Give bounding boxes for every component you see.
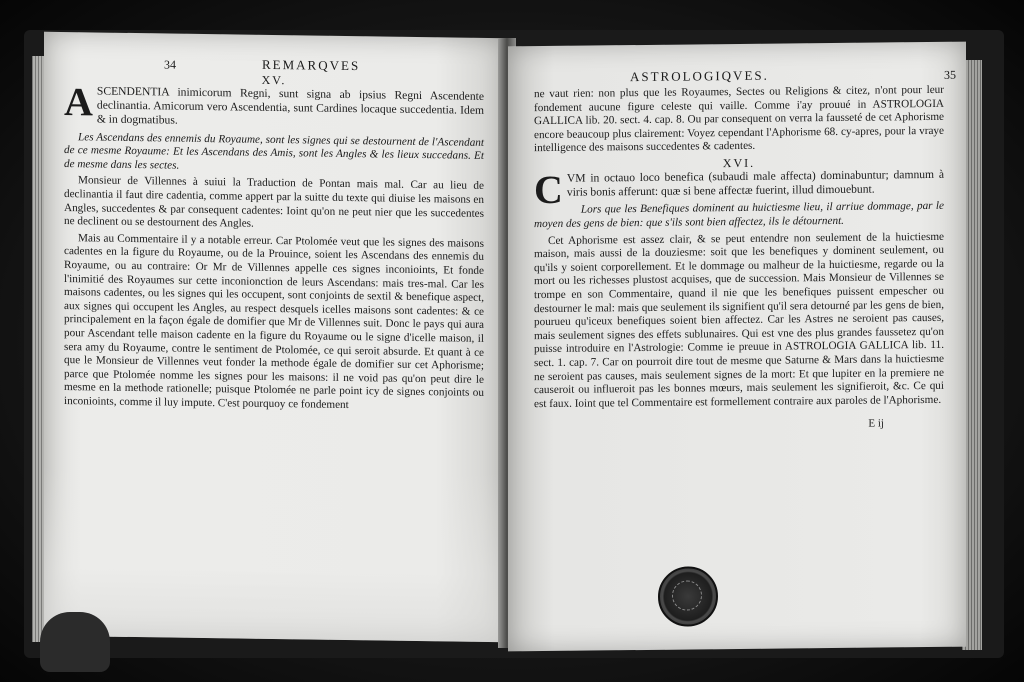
- right-header: [534, 62, 956, 88]
- drop-cap-a: A: [64, 79, 93, 125]
- reader-thumb: [40, 612, 110, 672]
- right-page-number: 35: [944, 67, 956, 82]
- left-running-head: REMARQVES: [262, 56, 361, 74]
- continuation-paragraph: ne vaut rien: non plus que les Royaumes, Sectes ou Religions & citez, n'ont pour leur fondement aucune figure celeste qui vaille. Comme i'ay prouué in ASTROLOGIA GALLICA lib. 20. sect. 4. cap. 8. Ou par consequent on verra la fausseté de cet Aphorisme encore beaucoup plus clairement: Voyez cependant l'Aphorisme 68. cy-apres, pour la vraye intelligence des maisons succedentes & cadentes.: [534, 83, 944, 155]
- commentary-paragraph: Monsieur de Villennes à suiui la Traduction de Pontan mais mal. Car au lieu de declinantia il faut dire cadentia, comme appert par la suitte du texte qui diuise les maisons en Angles, succedentes & par consequent cadentes: Ioint qu'on ne peut nier que les succedentes ne declinent ou se destournent des Angles.: [64, 174, 484, 230]
- library-stamp: [658, 566, 718, 627]
- right-running-head: ASTROLOGIQVES.: [630, 67, 769, 85]
- latin-aphorism-xvi-text: VM in octauo loco benefica (subaudi male affecta) dominabuntur; damnum à viris bonis afferunt: quæ si bene affectæ fuerint, illud dimouebunt.: [566, 167, 944, 199]
- left-page-text: [64, 52, 484, 414]
- section-number-xvi: XVI.: [722, 155, 756, 171]
- french-translation-xvi: Lors que les Benefiques dominent au huictiesme lieu, il arriue dommage, par le moyen des gens de bien: que s'ils sont bien affectez, ils le détournent.: [534, 200, 944, 231]
- latin-aphorism-xv-text: SCENDENTIA inimicorum Regni, sunt signa ab ipsius Regni Ascendente declinantia. Amicorum vero Ascendentia, sunt Cardines locaque succedentia. Idem & in dogmatibus.: [96, 84, 484, 128]
- latin-aphorism-xvi: [534, 166, 944, 213]
- page-stain: [44, 466, 506, 642]
- right-page: [508, 42, 966, 652]
- left-page-number: 34: [164, 57, 176, 72]
- section-number-xv: XV.: [261, 72, 287, 88]
- signature-mark: E ij: [868, 417, 884, 430]
- commentary-paragraph: Mais au Commentaire il y a notable erreur. Car Ptolomée veut que les signes des maisons cadentes en la figure du Royaume, ou de la Prouince, soient les Ascendans des ennemis du Royaume, ou au contraire: Or Mr de Villennes appelle ces signes inconioints, Et fonde l'inimitié des Royaumes sur cette inconionction de leurs Ascendans: mais tres-mal. Car les maisons cadentes, ou les signes qui les occupent, sont conjoints de sextil & benefique aspect, aux signes qui occupent les Angles, au respect desquels icelles maisons sont cadentes: & ce principalement en la façon égale de domifier que Mr de Villennes suit. Donc le pays qui aura pour Ascendant telle maison cadente en la figure du Royaume ou le signe d'icelle maison, il sera amy du Royaume, contre le sentiment de Ptolomée, ce qui seroit absurde. Et quant à ce que le Monsieur de Villennes veut fonder la methode égale de domifier sur cet Aphorisme; parce que Ptolomée nomme les signes pour les maisons: il ne void pas qu'on peut dire le mesme en la methode rationelle; puisque Ptolomée ne parle point icy de signes conjoints ou inconioints, comme il luy impute. C'est pourquoy ce fondement: [64, 232, 484, 411]
- drop-cap-c: C: [534, 166, 563, 213]
- right-page-text: [534, 62, 956, 434]
- french-translation-xv: Les Ascendans des ennemis du Royaume, sont les signes qui se destournent de l'Ascendant de ce mesme Royaume: Et les Ascendans des Amis, sont les Angles & les lieux succedans. Et de mesme dans les sectes.: [64, 130, 484, 172]
- commentary-paragraph: Cet Aphorisme est assez clair, & se peut entendre non seulement de la huictiesme maison, mais aussi de la douziesme: soit que les benefiques y dominent seulement, ou qu'ils y soient corporellement. Et le dommage ou malheur de la huictiesme, regarde ou la mort ou les richesses plustost acquises, que de succession. Mais Monsieur de Villennes se trompe en son Commentaire, quand il nie que les benefiques puissent empescher ou destourner le mal: mais que seulement ils signifient qu'il sera detourné par les gens de bien, pourueu qu'iceux benefiques soient bien affectez. Car les Astres ne seroient pas causes, mais seulement signes des effets sublunaires. Qui est vne des plus grandes faussetez qu'on puisse introduire en l'Astrologie: Comme ie preuue in ASTROLOGIA GALLICA lib. 11. sect. 1. cap. 7. Car on pourroit dire tout de mesme que Saturne & Mars dans la huictiesme ne seroient pas causes, mais seulement signes de la mort: Et que lupiter en la premiere ne causeroit ou influeroit pas les bonnes mœurs, mais seulement les signifieroit, &c. Ce qui est faux. Ioint que tel Commentaire est formellement contraire aux paroles de l'Aphorisme.: [534, 230, 944, 410]
- left-page: [44, 32, 506, 642]
